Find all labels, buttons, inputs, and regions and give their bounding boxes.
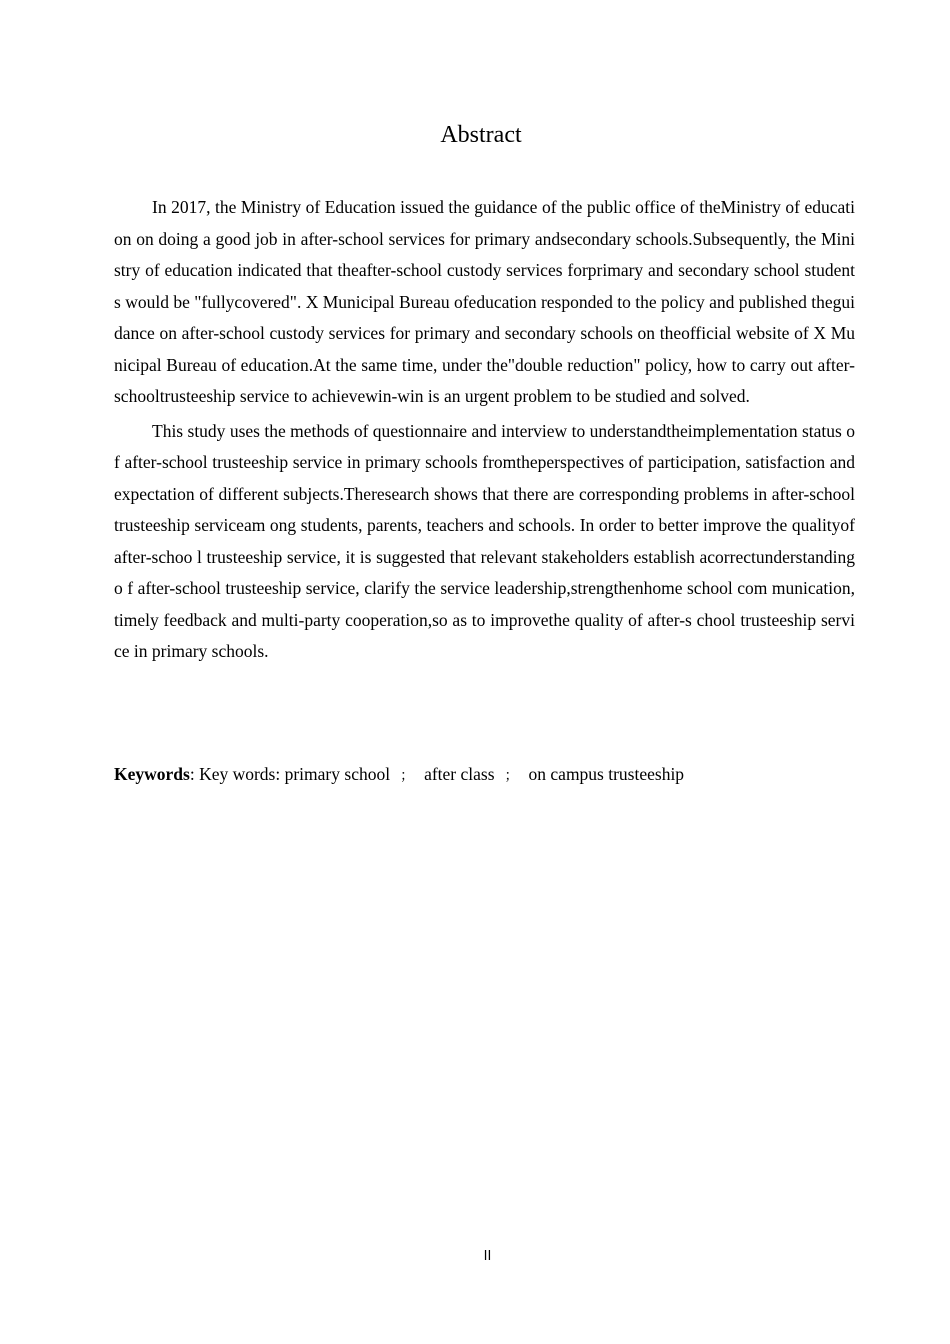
abstract-paragraph-1: In 2017, the Ministry of Education issued the guidance of the public office of theMinistry of education on doing a good job in after-school services for primary andsecondary schools.Subsequently, the Ministry of education indicated that theafter-school custody services forprimary and secondary school students would be "fullycovered". X Municipal Bureau ofeducation responded to the policy and published theguidance on after-school custody services for primary and secondary schools on theofficial website of X Municipal Bureau of education.At the same time, under the"double reduction" policy, how to carry out after-schooltrusteeship service to achievewin-win is an urgent problem to be studied and solved. (114, 197, 855, 406)
keyword-item: on campus trusteeship (528, 764, 685, 784)
keyword-item: after class (424, 764, 495, 784)
keyword-separator: ； (504, 769, 519, 784)
abstract-paragraph-2: This study uses the methods of questionnaire and interview to understandtheimplementation status of after-school trusteeship service in primary schools fromtheperspectives of participation, satisfaction and expectation of different subjects.Theresearch shows that there are corresponding problems in after-school trusteeship serviceam ong students, parents, teachers and schools. In order to better improve the qualityofafter-schoo l trusteeship service, it is suggested that relevant stakeholders establish acorrectunderstanding o f after-school trusteeship service, clarify the service leadership,strengthenhome school com munication, timely feedback and multi-party cooperation,so as to improvethe quality of after-s chool trusteeship service in primary schools. (114, 420, 855, 661)
abstract-body (114, 192, 855, 671)
keyword-item: primary school (284, 764, 391, 784)
keywords-line (114, 760, 855, 791)
keywords-prefix: : Key words: (189, 764, 285, 784)
keyword-separator: ； (400, 769, 415, 784)
page-number: II (483, 1249, 492, 1264)
abstract-title: Abstract (440, 122, 522, 148)
keywords-label: Keywords (114, 764, 190, 784)
